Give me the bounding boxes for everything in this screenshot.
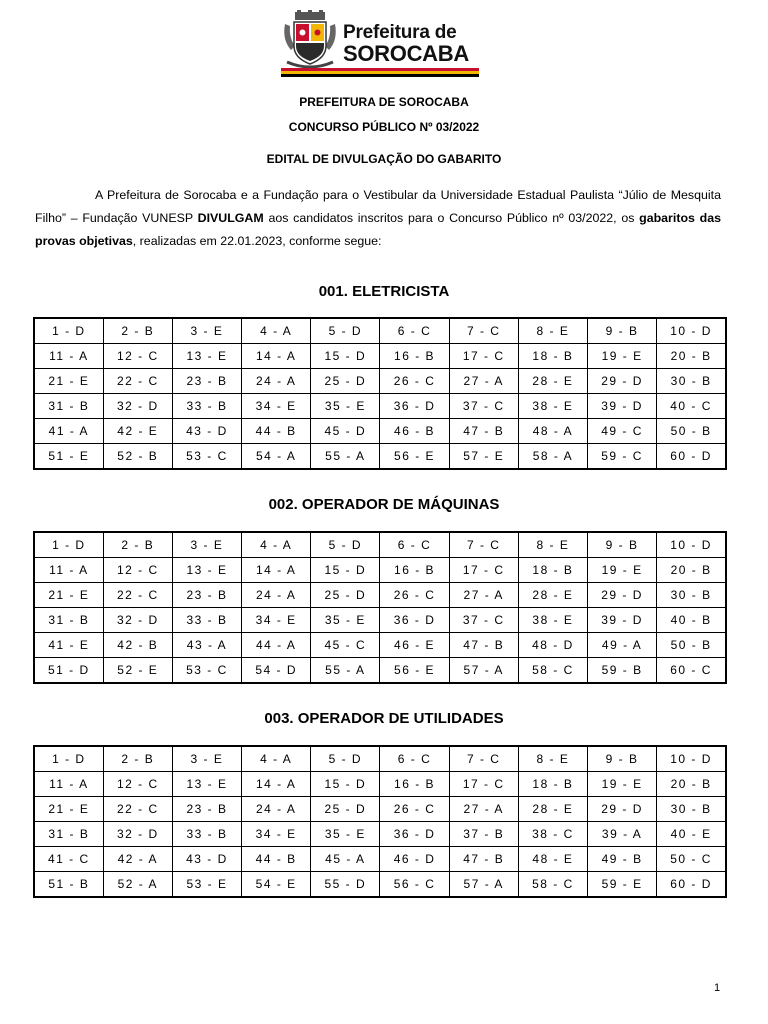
answer-cell: 2 - B — [103, 746, 172, 772]
answer-cell: 6 - C — [380, 532, 449, 558]
answer-cell: 51 - D — [34, 658, 103, 684]
answer-row — [34, 608, 726, 633]
org-heading: PREFEITURA DE SOROCABA — [299, 95, 469, 109]
prefeitura-logo — [281, 10, 481, 72]
answer-cell: 28 - E — [518, 797, 587, 822]
answer-cell: 45 - C — [311, 633, 380, 658]
answer-cell: 21 - E — [34, 583, 103, 608]
answer-cell: 50 - C — [657, 847, 726, 872]
answer-cell: 41 - C — [34, 847, 103, 872]
answer-cell: 13 - E — [172, 344, 241, 369]
answer-cell: 32 - D — [103, 608, 172, 633]
answer-cell: 46 - B — [380, 419, 449, 444]
coat-of-arms-icon — [281, 10, 339, 70]
answer-cell: 9 - B — [588, 532, 657, 558]
answer-cell: 53 - C — [172, 444, 241, 470]
answer-cell: 48 - A — [518, 419, 587, 444]
answer-cell: 43 - A — [172, 633, 241, 658]
answer-cell: 53 - E — [172, 872, 241, 898]
answer-cell: 44 - B — [242, 847, 311, 872]
edital-heading: EDITAL DE DIVULGAÇÃO DO GABARITO — [266, 152, 502, 166]
answer-cell: 15 - D — [311, 772, 380, 797]
answer-cell: 30 - B — [657, 797, 726, 822]
answer-cell: 60 - C — [657, 658, 726, 684]
answer-row — [34, 558, 726, 583]
answer-cell: 10 - D — [657, 318, 726, 344]
answer-cell: 28 - E — [518, 583, 587, 608]
answer-cell: 49 - C — [588, 419, 657, 444]
answer-cell: 48 - E — [518, 847, 587, 872]
answer-cell: 40 - E — [657, 822, 726, 847]
answer-cell: 55 - D — [311, 872, 380, 898]
answer-cell: 57 - E — [449, 444, 518, 470]
answer-cell: 36 - D — [380, 822, 449, 847]
answer-cell: 35 - E — [311, 394, 380, 419]
answer-cell: 3 - E — [172, 318, 241, 344]
answer-cell: 34 - E — [242, 608, 311, 633]
answer-cell: 30 - B — [657, 583, 726, 608]
answer-cell: 26 - C — [380, 369, 449, 394]
answer-cell: 17 - C — [449, 558, 518, 583]
answer-cell: 44 - A — [242, 633, 311, 658]
answer-cell: 43 - D — [172, 847, 241, 872]
answer-cell: 36 - D — [380, 608, 449, 633]
answer-cell: 56 - C — [380, 872, 449, 898]
answer-cell: 15 - D — [311, 558, 380, 583]
answer-cell: 31 - B — [34, 822, 103, 847]
answer-cell: 32 - D — [103, 822, 172, 847]
answer-table-operador-maquinas — [33, 531, 727, 684]
answer-cell: 27 - A — [449, 797, 518, 822]
answer-cell: 33 - B — [172, 608, 241, 633]
answer-cell: 52 - A — [103, 872, 172, 898]
answer-row — [34, 822, 726, 847]
answer-cell: 42 - E — [103, 419, 172, 444]
answer-cell: 9 - B — [588, 318, 657, 344]
answer-cell: 4 - A — [242, 746, 311, 772]
answer-cell: 24 - A — [242, 369, 311, 394]
answer-cell: 23 - B — [172, 797, 241, 822]
answer-cell: 34 - E — [242, 822, 311, 847]
answer-cell: 55 - A — [311, 444, 380, 470]
answer-cell: 59 - B — [588, 658, 657, 684]
answer-cell: 40 - C — [657, 394, 726, 419]
answer-cell: 5 - D — [311, 532, 380, 558]
answer-cell: 18 - B — [518, 772, 587, 797]
answer-cell: 39 - D — [588, 394, 657, 419]
answer-cell: 16 - B — [380, 558, 449, 583]
answer-cell: 45 - A — [311, 847, 380, 872]
answer-cell: 57 - A — [449, 872, 518, 898]
answer-cell: 2 - B — [103, 318, 172, 344]
answer-row — [34, 847, 726, 872]
answer-cell: 1 - D — [34, 746, 103, 772]
answer-cell: 57 - A — [449, 658, 518, 684]
answer-cell: 15 - D — [311, 344, 380, 369]
answer-cell: 39 - D — [588, 608, 657, 633]
answer-cell: 49 - B — [588, 847, 657, 872]
answer-cell: 12 - C — [103, 558, 172, 583]
answer-cell: 31 - B — [34, 394, 103, 419]
answer-cell: 56 - E — [380, 658, 449, 684]
answer-cell: 16 - B — [380, 344, 449, 369]
answer-cell: 47 - B — [449, 633, 518, 658]
answer-cell: 8 - E — [518, 746, 587, 772]
answer-cell: 58 - C — [518, 872, 587, 898]
answer-cell: 60 - D — [657, 872, 726, 898]
answer-row — [34, 318, 726, 344]
answer-cell: 54 - D — [242, 658, 311, 684]
answer-row — [34, 419, 726, 444]
answer-cell: 51 - E — [34, 444, 103, 470]
answer-cell: 52 - B — [103, 444, 172, 470]
answer-cell: 45 - D — [311, 419, 380, 444]
answer-cell: 32 - D — [103, 394, 172, 419]
answer-cell: 33 - B — [172, 822, 241, 847]
contest-heading: CONCURSO PÚBLICO Nº 03/2022 — [288, 120, 480, 134]
answer-cell: 50 - B — [657, 419, 726, 444]
answer-cell: 37 - B — [449, 822, 518, 847]
answer-cell: 22 - C — [103, 369, 172, 394]
answer-cell: 59 - E — [588, 872, 657, 898]
answer-row — [34, 746, 726, 772]
answer-cell: 1 - D — [34, 532, 103, 558]
answer-cell: 18 - B — [518, 344, 587, 369]
answer-cell: 3 - E — [172, 746, 241, 772]
answer-cell: 6 - C — [380, 318, 449, 344]
intro-text-2: aos candidatos inscritos para o Concurso Público nº 03/2022, os — [263, 211, 640, 225]
section-title-operador-utilidades: 003. OPERADOR DE UTILIDADES — [264, 710, 504, 727]
answer-cell: 20 - B — [657, 558, 726, 583]
answer-cell: 40 - B — [657, 608, 726, 633]
answer-row — [34, 369, 726, 394]
answer-row — [34, 394, 726, 419]
answer-cell: 26 - C — [380, 797, 449, 822]
answer-cell: 54 - A — [242, 444, 311, 470]
answer-cell: 6 - C — [380, 746, 449, 772]
intro-bold-1: DIVULGAM — [197, 211, 264, 225]
answer-cell: 5 - D — [311, 318, 380, 344]
answer-cell: 23 - B — [172, 583, 241, 608]
answer-cell: 38 - C — [518, 822, 587, 847]
answer-cell: 47 - B — [449, 419, 518, 444]
answer-cell: 37 - C — [449, 394, 518, 419]
answer-cell: 41 - E — [34, 633, 103, 658]
answer-cell: 14 - A — [242, 558, 311, 583]
answer-cell: 58 - A — [518, 444, 587, 470]
answer-cell: 14 - A — [242, 344, 311, 369]
answer-cell: 19 - E — [588, 772, 657, 797]
intro-paragraph — [35, 184, 721, 253]
answer-cell: 59 - C — [588, 444, 657, 470]
answer-row — [34, 344, 726, 369]
answer-cell: 23 - B — [172, 369, 241, 394]
answer-cell: 20 - B — [657, 772, 726, 797]
answer-cell: 49 - A — [588, 633, 657, 658]
answer-cell: 4 - A — [242, 318, 311, 344]
section-title-operador-maquinas: 002. OPERADOR DE MÁQUINAS — [268, 496, 500, 513]
intro-text-1: A Prefeitura de Sorocaba e a Fundação para o Vestibular da Universidade Estadual Paulista “Júlio de Mesquita Filho” – Fundação VUNESP — [35, 188, 721, 225]
answer-row — [34, 872, 726, 898]
answer-cell: 28 - E — [518, 369, 587, 394]
answer-cell: 1 - D — [34, 318, 103, 344]
answer-cell: 19 - E — [588, 344, 657, 369]
answer-table-eletricista — [33, 317, 727, 470]
answer-row — [34, 797, 726, 822]
answer-cell: 48 - D — [518, 633, 587, 658]
intro-bold-2: gabaritos das provas objetivas — [35, 211, 721, 248]
answer-cell: 3 - E — [172, 532, 241, 558]
brand-line-2: SOROCABA — [343, 41, 469, 66]
answer-cell: 7 - C — [449, 532, 518, 558]
stripe-black — [281, 74, 479, 77]
section-title-eletricista: 001. ELETRICISTA — [318, 283, 450, 300]
answer-cell: 42 - A — [103, 847, 172, 872]
answer-cell: 51 - B — [34, 872, 103, 898]
answer-cell: 50 - B — [657, 633, 726, 658]
answer-cell: 26 - C — [380, 583, 449, 608]
answer-cell: 43 - D — [172, 419, 241, 444]
answer-cell: 16 - B — [380, 772, 449, 797]
answer-cell: 60 - D — [657, 444, 726, 470]
page-number: 1 — [714, 982, 721, 994]
answer-cell: 47 - B — [449, 847, 518, 872]
answer-cell: 22 - C — [103, 797, 172, 822]
answer-cell: 21 - E — [34, 797, 103, 822]
answer-cell: 29 - D — [588, 369, 657, 394]
answer-cell: 39 - A — [588, 822, 657, 847]
answer-cell: 25 - D — [311, 583, 380, 608]
answer-cell: 19 - E — [588, 558, 657, 583]
answer-row — [34, 772, 726, 797]
answer-cell: 56 - E — [380, 444, 449, 470]
answer-cell: 41 - A — [34, 419, 103, 444]
answer-cell: 8 - E — [518, 318, 587, 344]
answer-cell: 8 - E — [518, 532, 587, 558]
answer-cell: 29 - D — [588, 797, 657, 822]
answer-cell: 37 - C — [449, 608, 518, 633]
answer-cell: 12 - C — [103, 344, 172, 369]
answer-cell: 54 - E — [242, 872, 311, 898]
answer-cell: 17 - C — [449, 344, 518, 369]
answer-cell: 10 - D — [657, 532, 726, 558]
answer-cell: 13 - E — [172, 772, 241, 797]
answer-row — [34, 532, 726, 558]
answer-cell: 52 - E — [103, 658, 172, 684]
answer-cell: 27 - A — [449, 369, 518, 394]
answer-cell: 38 - E — [518, 394, 587, 419]
answer-cell: 2 - B — [103, 532, 172, 558]
brand-line-1: Prefeitura de — [343, 22, 457, 43]
answer-row — [34, 444, 726, 470]
answer-cell: 11 - A — [34, 558, 103, 583]
answer-cell: 7 - C — [449, 318, 518, 344]
answer-row — [34, 658, 726, 684]
answer-cell: 9 - B — [588, 746, 657, 772]
answer-cell: 33 - B — [172, 394, 241, 419]
answer-cell: 53 - C — [172, 658, 241, 684]
answer-cell: 46 - E — [380, 633, 449, 658]
answer-cell: 46 - D — [380, 847, 449, 872]
answer-cell: 11 - A — [34, 772, 103, 797]
answer-cell: 20 - B — [657, 344, 726, 369]
answer-cell: 18 - B — [518, 558, 587, 583]
answer-cell: 24 - A — [242, 797, 311, 822]
answer-cell: 34 - E — [242, 394, 311, 419]
answer-cell: 11 - A — [34, 344, 103, 369]
answer-cell: 17 - C — [449, 772, 518, 797]
answer-cell: 4 - A — [242, 532, 311, 558]
answer-cell: 7 - C — [449, 746, 518, 772]
answer-cell: 44 - B — [242, 419, 311, 444]
brand-stripe — [281, 68, 479, 77]
answer-cell: 42 - B — [103, 633, 172, 658]
answer-cell: 58 - C — [518, 658, 587, 684]
answer-cell: 10 - D — [657, 746, 726, 772]
answer-cell: 36 - D — [380, 394, 449, 419]
answer-cell: 29 - D — [588, 583, 657, 608]
answer-cell: 31 - B — [34, 608, 103, 633]
answer-table-operador-utilidades — [33, 745, 727, 898]
answer-cell: 14 - A — [242, 772, 311, 797]
answer-cell: 5 - D — [311, 746, 380, 772]
answer-cell: 24 - A — [242, 583, 311, 608]
answer-cell: 25 - D — [311, 797, 380, 822]
answer-cell: 38 - E — [518, 608, 587, 633]
answer-cell: 22 - C — [103, 583, 172, 608]
intro-text-3: , realizadas em 22.01.2023, conforme segue: — [132, 234, 382, 248]
answer-cell: 27 - A — [449, 583, 518, 608]
answer-cell: 30 - B — [657, 369, 726, 394]
answer-cell: 35 - E — [311, 608, 380, 633]
answer-cell: 13 - E — [172, 558, 241, 583]
answer-cell: 55 - A — [311, 658, 380, 684]
answer-cell: 25 - D — [311, 369, 380, 394]
answer-cell: 12 - C — [103, 772, 172, 797]
answer-cell: 21 - E — [34, 369, 103, 394]
answer-row — [34, 583, 726, 608]
answer-row — [34, 633, 726, 658]
answer-cell: 35 - E — [311, 822, 380, 847]
